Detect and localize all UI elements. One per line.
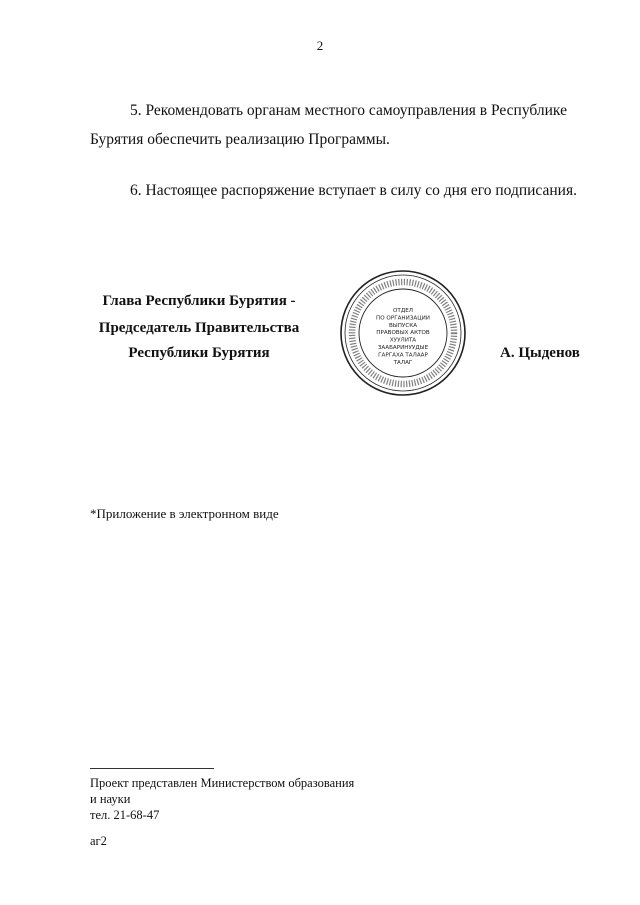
signatory-title-line-2: Председатель Правительства xyxy=(98,320,300,336)
seal-text-line: ХУУЛИТА xyxy=(389,337,417,344)
footnote-code: аг2 xyxy=(90,834,107,848)
paragraph-5-line-1 xyxy=(90,96,580,125)
seal-text-line: ЗААБАРИНУУДЫЕ xyxy=(377,345,429,351)
seal-text-line: ПРАВОВЫХ АКТОВ xyxy=(376,330,430,337)
paragraph-5-line-2: Бурятия обеспечить реализацию Программы. xyxy=(90,131,390,148)
footnote-line-2: и науки xyxy=(90,792,131,806)
page-number: 2 xyxy=(316,38,324,53)
signatory-title-line-1: Глава Республики Бурятия - xyxy=(102,293,296,309)
footnote-line-1: Проект представлен Министерством образования xyxy=(90,776,355,790)
seal-text-line: ГАРГАХА ТАЛААР xyxy=(378,352,428,359)
appendix-note: *Приложение в электронном виде xyxy=(90,506,279,521)
seal-text-line: ВЫПУСКА xyxy=(388,322,418,329)
paragraph-5-text: 5. Рекомендовать органам местного самоуправления в Республике xyxy=(130,102,567,119)
seal-text-line: ТАЛАГ xyxy=(393,359,413,366)
official-seal xyxy=(338,268,468,398)
seal-text-line: ОТДЕЛ xyxy=(393,308,413,314)
signatory-name: А. Цыденов xyxy=(500,345,580,361)
paragraph-6: 6. Настоящее распоряжение вступает в силу со дня его подписания. xyxy=(130,182,577,199)
footnote-divider xyxy=(90,768,214,769)
footnote-phone: тел. 21-68-47 xyxy=(90,808,160,822)
seal-text-line: ПО ОРГАНИЗАЦИИ xyxy=(376,315,430,322)
signatory-title-line-3: Республики Бурятия xyxy=(128,345,270,361)
